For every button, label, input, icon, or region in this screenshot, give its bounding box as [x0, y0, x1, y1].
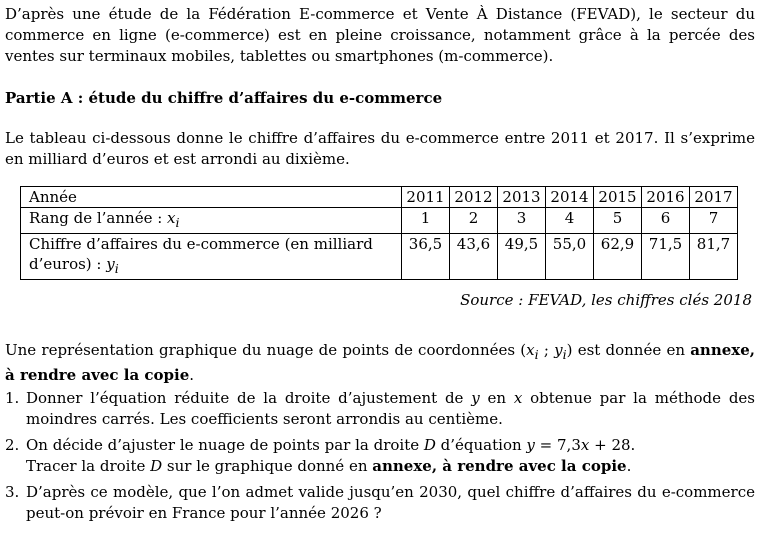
rank-cell: 2: [450, 208, 498, 234]
question-number: 1.: [5, 389, 20, 407]
revenue-cell: 62,9: [594, 234, 642, 280]
rank-cell: 6: [642, 208, 690, 234]
revenue-cell: 55,0: [546, 234, 594, 280]
rank-row-label: Rang de l’année : $x_i$: [21, 208, 402, 234]
question-text: D’après ce modèle, que l’on admet valide jusqu’en 2030, quel chiffre d’affaires du e-commerce peut-on prévoir en France pour l’année 2026 ?: [26, 483, 755, 522]
year-cell: 2016: [642, 187, 690, 208]
year-cell: 2015: [594, 187, 642, 208]
revenue-table: [20, 186, 738, 280]
part-a-title: Partie A : étude du chiffre d’affaires du e-commerce: [5, 89, 443, 107]
rank-cell: 4: [546, 208, 594, 234]
revenue-cell: 43,6: [450, 234, 498, 280]
rank-cell: 1: [402, 208, 450, 234]
table-description: Le tableau ci-dessous donne le chiffre d’affaires du e-commerce entre 2011 et 2017. Il s’exprime en milliard d’euros et est arrondi au dixième.: [5, 129, 755, 168]
year-cell: 2011: [402, 187, 450, 208]
rank-cell: 3: [498, 208, 546, 234]
revenue-cell: 71,5: [642, 234, 690, 280]
question-text: On décide d’ajuster le nuage de points par la droite D d’équation y = 7,3x + 28.: [26, 436, 636, 454]
graph-instruction: Une représentation graphique du nuage de points de coordonnées ($x_i$ ; $y_i$) est donnée en annexe, à rendre avec la copie.: [5, 341, 755, 384]
question-1: [5, 388, 755, 430]
question-2: [5, 435, 755, 477]
table-row-year: [21, 187, 738, 208]
year-row-label: Année: [21, 187, 402, 208]
question-3: [5, 482, 755, 524]
question-text-line2: Tracer la droite D sur le graphique donné en annexe, à rendre avec la copie.: [26, 457, 632, 475]
revenue-cell: 49,5: [498, 234, 546, 280]
question-number: 2.: [5, 436, 20, 454]
revenue-cell: 81,7: [690, 234, 738, 280]
year-cell: 2014: [546, 187, 594, 208]
year-cell: 2017: [690, 187, 738, 208]
revenue-cell: 36,5: [402, 234, 450, 280]
year-cell: 2012: [450, 187, 498, 208]
intro-paragraph: D’après une étude de la Fédération E-commerce et Vente À Distance (FEVAD), le secteur du commerce en ligne (e-commerce) est en pleine croissance, notamment grâce à la percée des ventes sur terminaux mobiles, tablettes ou smartphones (m-commerce).: [5, 5, 755, 65]
table-row-revenue: [21, 234, 738, 280]
revenue-row-label: Chiffre d’affaires du e-commerce (en milliard d’euros) : $y_i$: [21, 234, 402, 280]
rank-cell: 7: [690, 208, 738, 234]
question-text: Donner l’équation réduite de la droite d’ajustement de y en x obtenue par la méthode des moindres carrés. Les coefficients seront arrondis au centième.: [26, 389, 755, 428]
source-citation: Source : FEVAD, les chiffres clés 2018: [460, 291, 752, 309]
table-row-rank: [21, 208, 738, 234]
question-list: [5, 388, 755, 529]
rank-cell: 5: [594, 208, 642, 234]
year-cell: 2013: [498, 187, 546, 208]
question-number: 3.: [5, 483, 20, 501]
